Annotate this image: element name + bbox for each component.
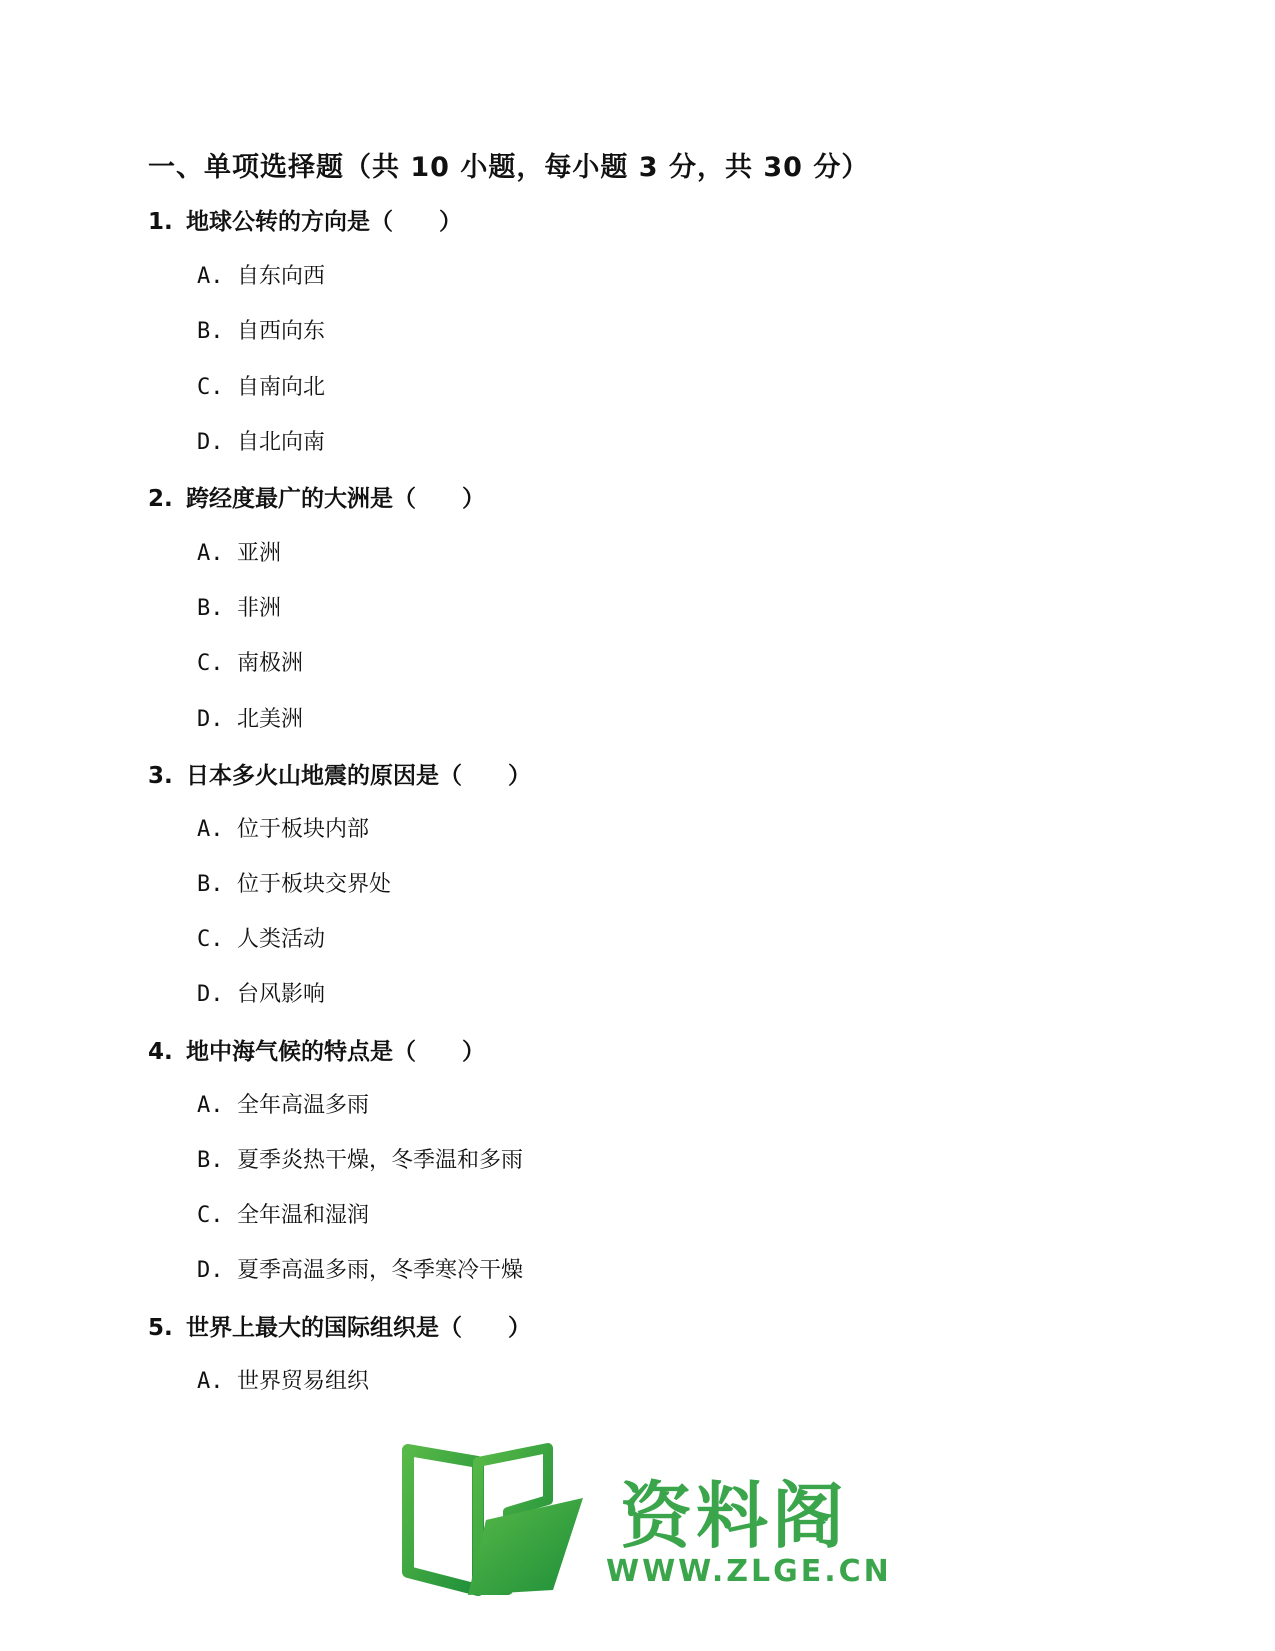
section-title: 一、单项选择题（共 10 小题，每小题 3 分，共 30 分）	[148, 152, 870, 183]
question-number: 5.	[148, 1315, 173, 1341]
option-4a: A. 全年高温多雨	[197, 1093, 370, 1118]
open-book-icon	[398, 1440, 598, 1600]
watermark-title: 资料阁	[620, 1474, 849, 1558]
option-1a: A. 自东向西	[197, 264, 326, 289]
option-2b: B. 非洲	[197, 596, 282, 621]
watermark-url: WWW.ZLGE.CN	[606, 1554, 892, 1589]
option-3d: D. 台风影响	[197, 982, 326, 1007]
option-2c: C. 南极洲	[197, 651, 304, 676]
question-text: 地中海气候的特点是（ ）	[186, 1039, 485, 1065]
question-text: 日本多火山地震的原因是（ ）	[186, 763, 531, 789]
watermark	[398, 1440, 892, 1600]
option-3a: A. 位于板块内部	[197, 817, 370, 842]
option-3b: B. 位于板块交界处	[197, 872, 392, 897]
question-1	[148, 203, 462, 236]
question-number: 4.	[148, 1039, 173, 1065]
option-1b: B. 自西向东	[197, 319, 326, 344]
option-5a: A. 世界贸易组织	[197, 1369, 370, 1394]
question-2	[148, 480, 485, 513]
question-text: 跨经度最广的大洲是（ ）	[186, 486, 485, 512]
option-2a: A. 亚洲	[197, 541, 282, 566]
option-1d: D. 自北向南	[197, 430, 326, 455]
question-text: 地球公转的方向是（ ）	[186, 209, 462, 235]
question-number: 3.	[148, 763, 173, 789]
option-2d: D. 北美洲	[197, 707, 304, 732]
option-3c: C. 人类活动	[197, 927, 326, 952]
option-4b: B. 夏季炎热干燥，冬季温和多雨	[197, 1148, 524, 1173]
question-text: 世界上最大的国际组织是（ ）	[186, 1315, 531, 1341]
question-4	[148, 1033, 485, 1066]
question-number: 2.	[148, 486, 173, 512]
question-number: 1.	[148, 209, 173, 235]
question-5	[148, 1309, 531, 1342]
question-3	[148, 757, 531, 790]
option-4d: D. 夏季高温多雨，冬季寒冷干燥	[197, 1258, 524, 1283]
option-1c: C. 自南向北	[197, 375, 326, 400]
option-4c: C. 全年温和湿润	[197, 1203, 370, 1228]
